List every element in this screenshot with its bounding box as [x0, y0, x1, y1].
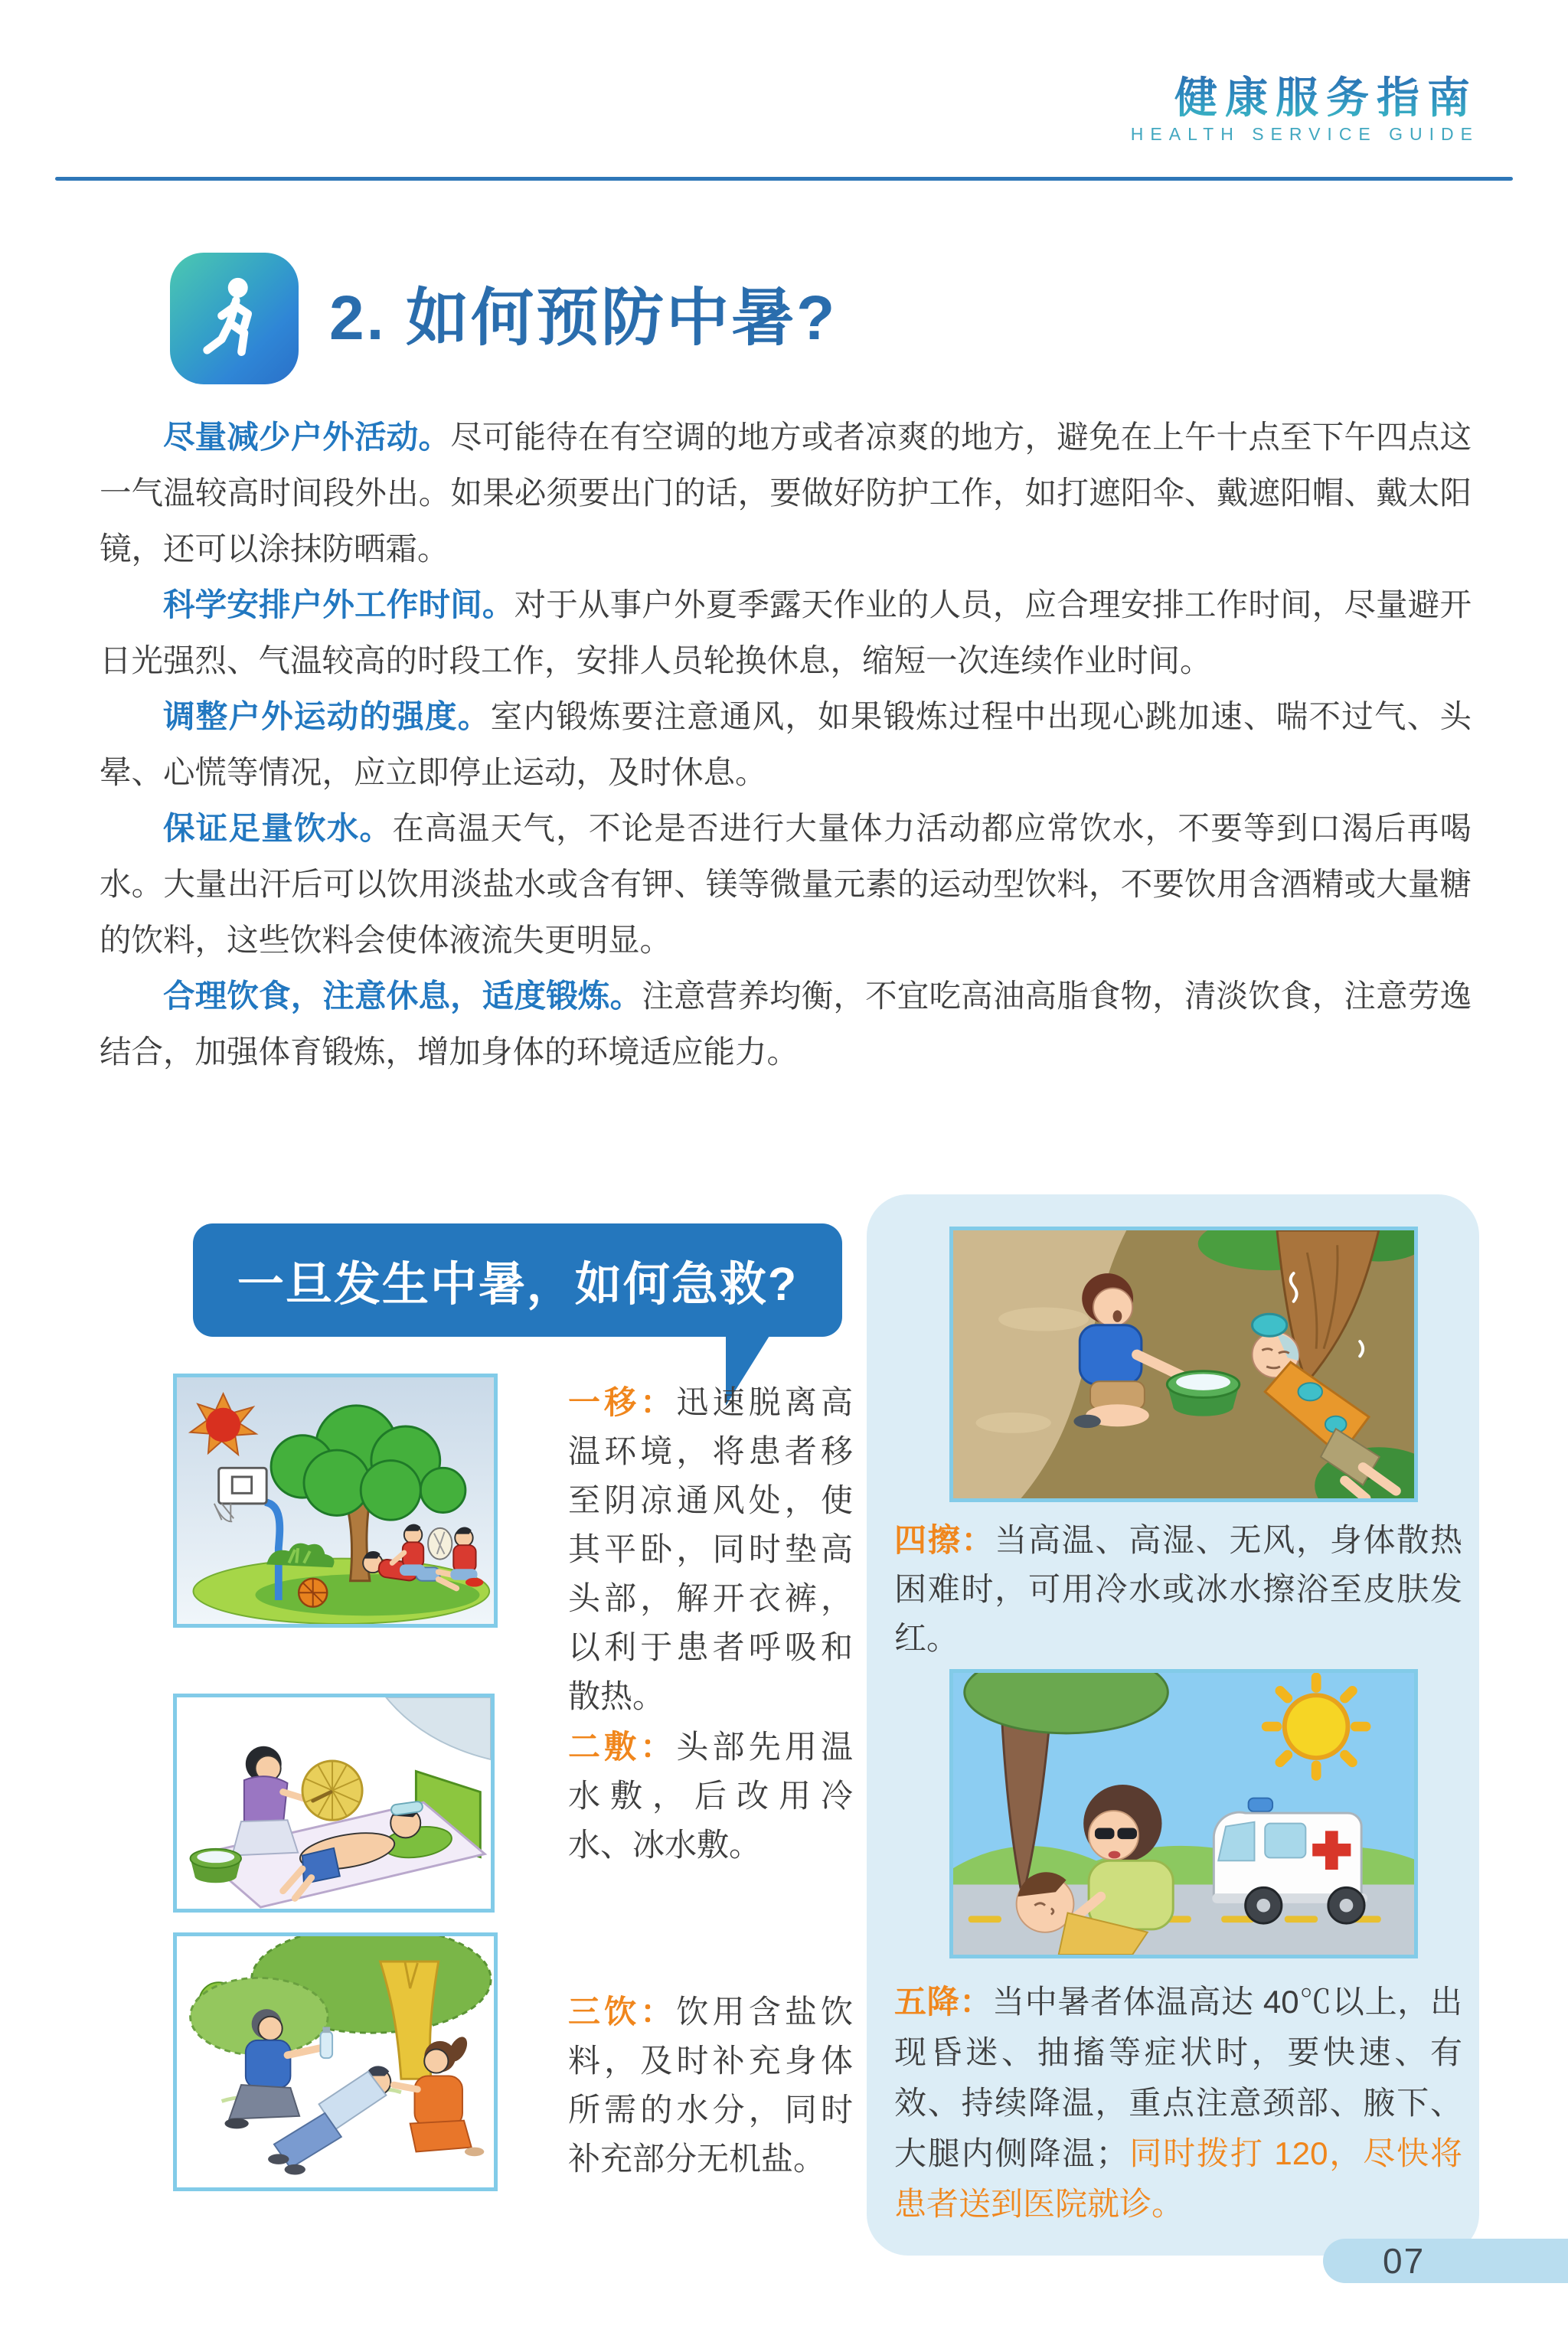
paragraph-5	[100, 968, 1472, 1080]
rescue-banner	[193, 1223, 842, 1337]
sun-icon	[1266, 1677, 1366, 1776]
paragraph-4	[100, 800, 1472, 968]
step-move	[568, 1378, 853, 1721]
step-compress	[568, 1723, 853, 1870]
paragraph-2	[100, 577, 1472, 688]
paragraph-1-body: 尽可能待在有空调的地方或者凉爽的地方，避免在上午十点至下午四点这一气温较高时间段外出。如果必须要出门的话，要做好防护工作，如打遮阳伞、戴遮阳帽、戴太阳镜，还可以涂抹防晒霜。	[100, 419, 1472, 567]
rescue-banner-label: 一旦发生中暑，如何急救?	[237, 1257, 799, 1310]
illustration-playground-heatstroke	[173, 1374, 498, 1628]
step-cool-down-body: 当中暑者体温高达 40℃以上，出现昏迷、抽搐等症状时，要快速、有效、持续降温，重点注意颈部、腋下、大腿内侧降温；	[894, 1984, 1462, 2171]
paragraph-3	[100, 688, 1472, 800]
water-basin-icon	[1167, 1371, 1239, 1416]
step-cool-down-lead: 五降：	[894, 1984, 993, 2020]
header-title-cn: 健康服务指南	[1174, 64, 1478, 126]
paragraph-4-lead: 保证足量饮水。	[163, 810, 393, 846]
water-basin-icon	[191, 1849, 241, 1883]
section-title: 2. 如何预防中暑?	[329, 283, 838, 353]
illustration-cool-sponging	[949, 1227, 1418, 1502]
paragraph-2-lead: 科学安排户外工作时间。	[163, 586, 514, 622]
page-number: 07	[1383, 2241, 1426, 2281]
paragraph-3-lead: 调整户外运动的强度。	[163, 698, 491, 734]
paragraph-5-body: 注意营养均衡，不宜吃高油高脂食物，清淡饮食，注意劳逸结合，加强体育锻炼，增加身体的环境适应能力。	[100, 978, 1472, 1070]
step-move-body: 迅速脱离高温环境，将患者移至阴凉通风处，使其平卧，同时垫高头部，解开衣裤，以利于患者呼吸和散热。	[568, 1384, 853, 1714]
hand-fan-icon	[302, 1761, 362, 1820]
step-wipe	[894, 1516, 1462, 1663]
step-compress-lead: 二敷：	[568, 1729, 677, 1765]
header-title-en: HEALTH SERVICE GUIDE	[1130, 124, 1479, 144]
paragraph-2-body: 对于从事户外夏季露天作业的人员，应合理安排工作时间，尽量避开日光强烈、气温较高的时段工作，安排人员轮换休息，缩短一次连续作业时间。	[100, 586, 1472, 678]
header-divider	[55, 177, 1513, 181]
step-drink-body: 饮用含盐饮料，及时补充身体所需的水分，同时补充部分无机盐。	[568, 1994, 853, 2177]
step-cool-down	[894, 1977, 1462, 2230]
body-paragraphs	[100, 409, 1472, 1080]
illustration-giving-water	[173, 1932, 498, 2191]
paragraph-1-lead: 尽量减少户外活动。	[163, 419, 451, 455]
page-number-pill	[1323, 2239, 1568, 2283]
illustration-ambulance-rescue	[949, 1669, 1418, 1958]
basketball-icon	[299, 1579, 327, 1607]
step-wipe-lead: 四擦：	[894, 1522, 995, 1558]
step-cool-down-call120: 同时拨打 120，尽快将患者送到医院就诊。	[894, 2135, 1462, 2222]
step-drink	[568, 1988, 853, 2184]
step-drink-lead: 三饮：	[568, 1994, 677, 2030]
walking-person-glyph	[189, 271, 279, 366]
illustration-fanning-compress	[173, 1694, 495, 1913]
paragraph-5-lead: 合理饮食，注意休息，适度锻炼。	[163, 978, 642, 1014]
step-compress-body: 头部先用温水敷，后改用冷水、冰水敷。	[568, 1729, 853, 1863]
paragraph-3-body: 室内锻炼要注意通风，如果锻炼过程中出现心跳加速、喘不过气、头晕、心慌等情况，应立即停止运动，及时休息。	[100, 698, 1472, 790]
step-move-lead: 一移：	[568, 1384, 677, 1420]
step-wipe-body: 当高温、高湿、无风，身体散热困难时，可用冷水或冰水擦浴至皮肤发红。	[894, 1522, 1462, 1656]
paragraph-4-body: 在高温天气，不论是否进行大量体力活动都应常饮水，不要等到口渴后再喝水。大量出汗后可以饮用淡盐水或含有钾、镁等微量元素的运动型饮料，不要饮用含酒精或大量糖的饮料，这些饮料会使体液流失更明显。	[100, 810, 1472, 958]
walking-person-icon	[170, 253, 299, 384]
paragraph-1	[100, 409, 1472, 577]
